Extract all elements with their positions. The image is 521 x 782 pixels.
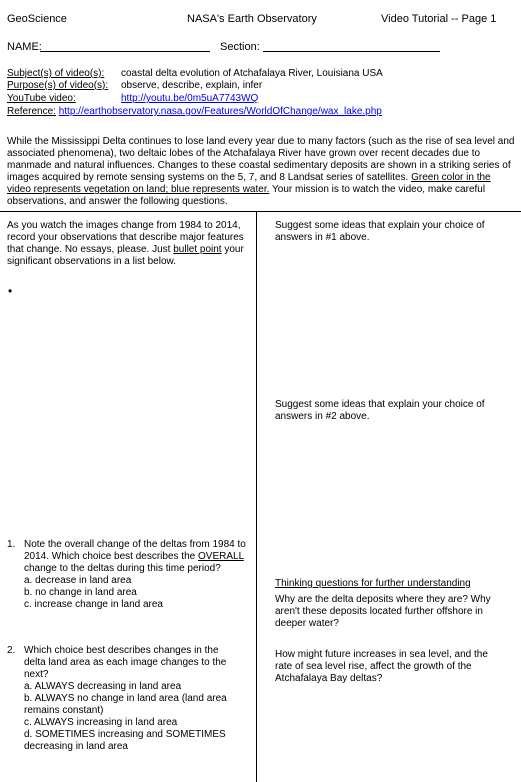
intro-mission: Your mission is to watch the video, make careful observations, and answer the following questions. bbox=[7, 184, 486, 207]
q1-option-b[interactable]: b. no change in land area bbox=[24, 587, 137, 598]
question-2 bbox=[24, 645, 238, 753]
intro-text: While the Mississippi Delta continues to lose land every year due to many factors (such as the rise of sea level and associated phenomena), two deltaic lobes of the Atchafalaya River have grown over recent decades due to manmade and natural influences. Changes to these coastal sedimentary deposits are shown in a striking series of images acquired by remote sensing systems on the 5, 7, and 8 Landsat series of satellites. bbox=[7, 136, 515, 183]
column-divider bbox=[256, 212, 257, 782]
q2-number: 2. bbox=[7, 645, 16, 656]
q2-options bbox=[24, 681, 238, 753]
youtube-row bbox=[7, 93, 259, 104]
header-left: GeoScience bbox=[7, 13, 67, 25]
q2-option-b[interactable]: b. ALWAYS no change in land area (land area remains constant) bbox=[24, 693, 227, 716]
q2-text: Which choice best describes changes in the delta land area as each image changes to the next? bbox=[24, 645, 227, 680]
q1-options bbox=[24, 575, 250, 611]
name-label: NAME: bbox=[7, 41, 42, 53]
q1-option-a[interactable]: a. decrease in land area bbox=[24, 575, 132, 586]
q2-option-a[interactable]: a. ALWAYS decreasing in land area bbox=[24, 681, 182, 692]
purpose-label: Purpose(s) of video(s): bbox=[7, 80, 109, 91]
intro-color-note: Green color in the video represents vegetation on land; blue represents water. bbox=[7, 172, 491, 195]
purpose-row bbox=[7, 80, 263, 91]
q1-number: 1. bbox=[7, 539, 16, 550]
youtube-label: YouTube video: bbox=[7, 93, 76, 104]
thinking-question-2: How might future increases in sea level, and the rate of sea level rise, affect the growth of the Atchafalaya Bay deltas? bbox=[275, 649, 488, 684]
q1-option-c[interactable]: c. increase change in land area bbox=[24, 599, 163, 610]
purpose-value: observe, describe, explain, infer bbox=[121, 80, 263, 91]
q1-emphasis: OVERALL bbox=[198, 551, 244, 562]
section-field[interactable] bbox=[263, 51, 440, 52]
question-1: Note the overall change of the deltas from 1984 to 2014. Which choice best describes the OVERALL change to the deltas during this time period? a. decrease in land area b. no change in land area c. increase change in land area bbox=[24, 539, 250, 611]
subject-label: Subject(s) of video(s): bbox=[7, 68, 105, 79]
subject-row bbox=[7, 68, 383, 79]
intro-paragraph bbox=[7, 136, 515, 208]
q2-option-d[interactable]: d. SOMETIMES increasing and SOMETIMES decreasing in land area bbox=[24, 729, 226, 752]
name-field[interactable] bbox=[40, 51, 210, 52]
youtube-link[interactable]: http://youtu.be/0m5uA7743WQ bbox=[121, 93, 259, 104]
q1-text: Note the overall change of the deltas from 1984 to 2014. Which choice best describes the bbox=[24, 539, 246, 562]
thinking-question-1: Why are the delta deposits where they are? Why aren't these deposits located further offshore in deeper water? bbox=[275, 594, 491, 629]
observations-instructions: As you watch the images change from 1984 to 2014, record your observations that describe major features that change. No essays, please. Just bullet point your significant observations in a list below. bbox=[7, 220, 244, 267]
suggest-ideas-1: Suggest some ideas that explain your choice of answers in #1 above. bbox=[275, 220, 485, 243]
reference-link[interactable]: http://earthobservatory.nasa.gov/Features/WorldOfChange/wax_lake.php bbox=[58, 106, 382, 117]
suggest-ideas-2: Suggest some ideas that explain your choice of answers in #2 above. bbox=[275, 399, 485, 422]
reference-row bbox=[7, 106, 382, 117]
q2-option-c[interactable]: c. ALWAYS increasing in land area bbox=[24, 717, 178, 728]
reference-label: Reference: bbox=[7, 106, 56, 117]
header-right: Video Tutorial -- Page 1 bbox=[381, 13, 497, 25]
section-label: Section: bbox=[220, 41, 260, 53]
observation-bullet[interactable]: • bbox=[8, 284, 13, 298]
header-title: NASA's Earth Observatory bbox=[187, 13, 317, 25]
subject-value: coastal delta evolution of Atchafalaya River, Louisiana USA bbox=[121, 68, 383, 79]
bullet-point-emphasis: bullet point bbox=[173, 244, 222, 255]
section-divider bbox=[0, 211, 521, 212]
thinking-heading: Thinking questions for further understanding bbox=[275, 578, 471, 589]
